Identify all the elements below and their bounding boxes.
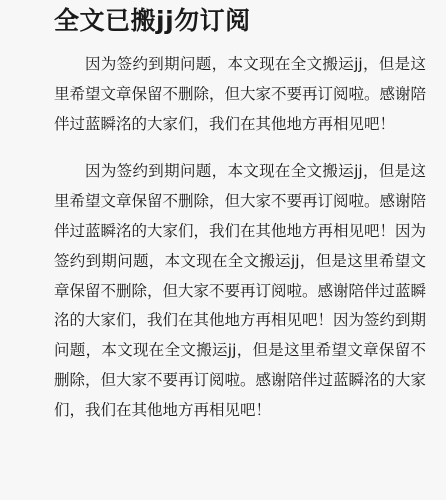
document-title: 全文已搬jj勿订阅 [54, 6, 251, 35]
paragraph-1: 因为签约到期问题，本文现在全文搬运jj，但是这里希望文章保留不删除，但大家不要再订阅啦。感谢陪伴过蓝瞬洺的大家们，我们在其他地方再相见吧！ [54, 55, 427, 133]
paragraph-2: 因为签约到期问题，本文现在全文搬运jj，但是这里希望文章保留不删除，但大家不要再订阅啦。感谢陪伴过蓝瞬洺的大家们，我们在其他地方再相见吧！因为签约到期问题，本文现在全文搬运jj，但是这里希望文章保留不删除，但大家不要再订阅啦。感谢陪伴过蓝瞬洺的大家们，我们在其他地方再相见吧！因为签约到期问题，本文现在全文搬运jj，但是这里希望文章保留不删除，但大家不要再订阅啦。感谢陪伴过蓝瞬洺的大家们，我们在其他地方再相见吧！ [54, 162, 427, 419]
